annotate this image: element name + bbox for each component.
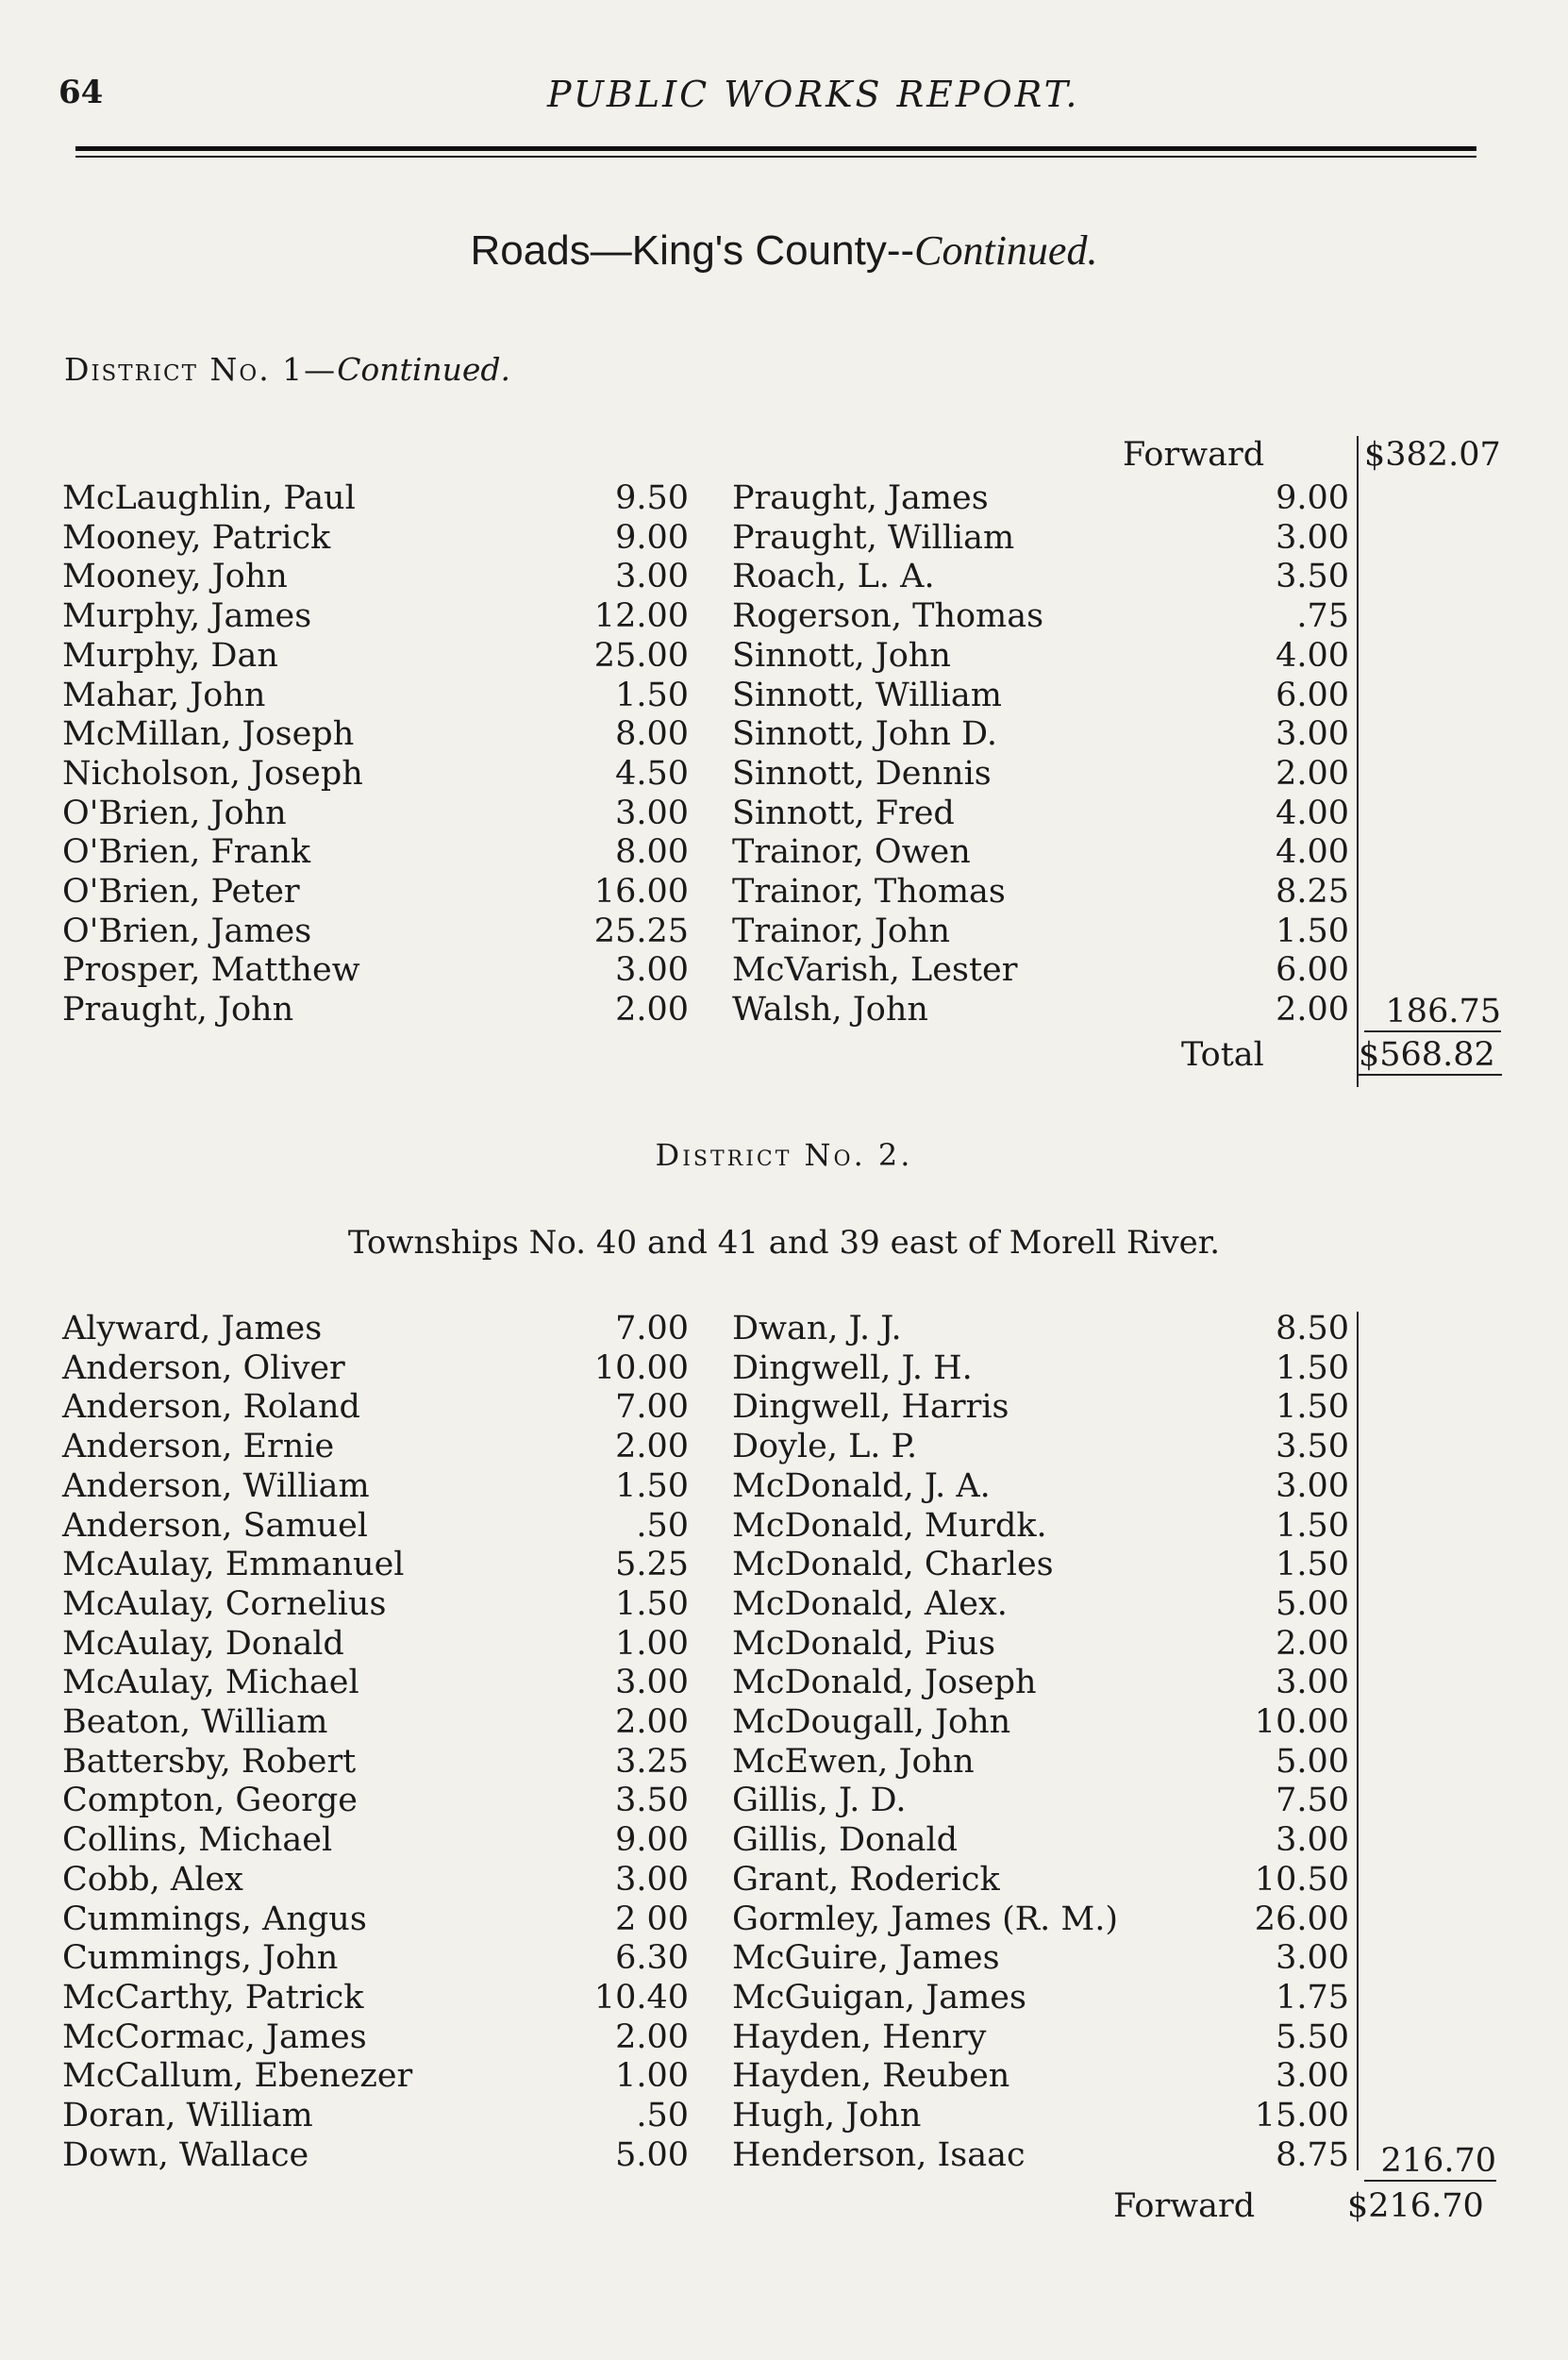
district1-left-amount: 2.00 <box>615 991 689 1029</box>
district2-left-name: Doran, William <box>62 2097 313 2134</box>
section-title <box>0 226 1568 275</box>
district1-right-amount: 4.00 <box>1276 833 1349 872</box>
district2-left-name: McCallum, Ebenezer <box>62 2057 413 2096</box>
district2-left-amount: 10.40 <box>593 1978 689 2017</box>
district2-left-amount: 7.00 <box>615 1310 689 1347</box>
district2-right-amount: 7.50 <box>1276 1782 1349 1820</box>
district1-right-amount: 3.00 <box>1276 518 1349 557</box>
district2-right-name: McEwen, John <box>732 1742 975 1781</box>
district2-right-name: McGuire, James <box>732 1939 1000 1978</box>
district-1-heading-main: District No. 1— <box>64 351 338 388</box>
district2-left-amount: 1.50 <box>615 1584 689 1623</box>
district1-left-amount: 16.00 <box>593 873 689 911</box>
district-2-subheading: Townships No. 40 and 41 and 39 east of Morell River. <box>347 1224 1221 1262</box>
district1-right-amount: 1.50 <box>1276 912 1349 950</box>
district2-left-amount: 2.00 <box>615 1703 689 1741</box>
district2-left-name: Anderson, Samuel <box>62 1506 368 1545</box>
section-title-continued: Continued. <box>914 227 1098 274</box>
district1-right-amount: 9.00 <box>1276 479 1349 517</box>
district1-left-amount: 25.25 <box>593 912 689 950</box>
district2-left-amount: 1.50 <box>615 1466 689 1505</box>
district2-left-amount: 5.00 <box>615 2135 689 2174</box>
district2-left-amount: .50 <box>636 2097 689 2134</box>
district-2-subtotal: 216.70 <box>1364 2142 1496 2182</box>
district2-left-name: McAulay, Michael <box>62 1664 359 1702</box>
district2-left-amount: 2 00 <box>615 1900 689 1938</box>
district2-left-amount: 2.00 <box>615 1428 689 1466</box>
district2-left-name: Collins, Michael <box>62 1821 333 1860</box>
district-1-forward-label: Forward <box>1123 436 1265 474</box>
district-1-subtotal: 186.75 <box>1364 993 1501 1032</box>
district2-right-amount: 3.00 <box>1276 1821 1349 1860</box>
district-1-total-amount: $568.82 <box>1359 1036 1502 1076</box>
district1-left-amount: 9.00 <box>615 518 689 557</box>
district2-right-name: Hugh, John <box>732 2097 922 2134</box>
district2-right-name: Hayden, Henry <box>732 2017 987 2056</box>
district2-left-name: Cummings, John <box>62 1939 339 1978</box>
district1-left-name: O'Brien, John <box>62 794 287 832</box>
district-1-heading <box>64 351 510 388</box>
district2-right-name: Henderson, Isaac <box>732 2135 1026 2174</box>
district2-left-name: Anderson, Ernie <box>62 1428 335 1466</box>
district1-right-name: Rogerson, Thomas <box>732 597 1044 636</box>
district2-left-name: Anderson, Roland <box>62 1388 360 1427</box>
district-2-forward-label: Forward <box>1113 2187 1256 2225</box>
district1-left-name: Prosper, Matthew <box>62 951 360 990</box>
district1-right-name: Praught, William <box>732 518 1015 557</box>
district1-right-amount: 3.50 <box>1276 558 1349 596</box>
district2-left-name: McCarthy, Patrick <box>62 1978 364 2017</box>
district2-right-amount: 2.00 <box>1276 1624 1349 1663</box>
district2-right-name: Gillis, Donald <box>732 1821 959 1860</box>
district1-right-name: Roach, L. A. <box>732 558 935 596</box>
district2-left-amount: 1.00 <box>615 1624 689 1663</box>
district-2-heading: District No. 2. <box>655 1137 913 1173</box>
district2-left-amount: .50 <box>636 1506 689 1545</box>
district2-right-amount: 5.00 <box>1276 1742 1349 1781</box>
district1-left-amount: 8.00 <box>615 833 689 872</box>
district-1-total-label: Total <box>1181 1036 1264 1074</box>
district2-right-name: McDonald, Pius <box>732 1624 996 1663</box>
district1-left-amount: 3.00 <box>615 951 689 990</box>
district2-left-amount: 2.00 <box>615 2017 689 2056</box>
district2-left-amount: 7.00 <box>615 1388 689 1427</box>
district1-right-amount: 3.00 <box>1276 715 1349 754</box>
header-rule-thick <box>75 146 1476 151</box>
district2-right-name: McDonald, J. A. <box>732 1466 991 1505</box>
district1-left-amount: 12.00 <box>593 597 689 636</box>
district2-left-amount: 10.00 <box>593 1348 689 1387</box>
district1-right-amount: 6.00 <box>1276 676 1349 714</box>
header-rule-thin <box>75 156 1476 158</box>
district2-right-amount: 3.00 <box>1276 2057 1349 2096</box>
district2-right-name: Hayden, Reuben <box>732 2057 1010 2096</box>
district1-right-name: Sinnott, Dennis <box>732 754 992 793</box>
district1-left-name: Mahar, John <box>62 676 266 714</box>
district1-right-name: Trainor, John <box>732 912 951 950</box>
district2-left-name: Compton, George <box>62 1782 358 1820</box>
district1-left-name: O'Brien, Peter <box>62 873 300 911</box>
district2-right-amount: 1.50 <box>1276 1348 1349 1387</box>
district2-right-name: McDougall, John <box>732 1703 1011 1741</box>
district1-right-amount: 4.00 <box>1276 636 1349 675</box>
district2-right-name: McDonald, Joseph <box>732 1664 1037 1702</box>
district1-right-amount: 2.00 <box>1276 991 1349 1029</box>
district1-left-name: O'Brien, Frank <box>62 833 311 872</box>
district2-left-name: Anderson, Oliver <box>62 1348 345 1387</box>
district1-left-amount: 3.00 <box>615 558 689 596</box>
district2-right-name: Grant, Roderick <box>732 1860 1000 1899</box>
district2-left-name: McAulay, Donald <box>62 1624 344 1663</box>
district1-right-name: Walsh, John <box>732 991 928 1029</box>
district1-right-name: Trainor, Owen <box>732 833 971 872</box>
district2-left-amount: 9.00 <box>615 1821 689 1860</box>
district2-right-amount: 5.00 <box>1276 1584 1349 1623</box>
district2-left-amount: 6.30 <box>615 1939 689 1978</box>
district2-left-name: McCormac, James <box>62 2017 367 2056</box>
district1-left-name: O'Brien, James <box>62 912 312 950</box>
district1-left-name: Murphy, Dan <box>62 636 278 675</box>
district2-right-name: Dwan, J. J. <box>732 1310 902 1347</box>
district1-right-amount: .75 <box>1296 597 1349 636</box>
district1-left-name: McLaughlin, Paul <box>62 479 356 517</box>
district1-right-name: Trainor, Thomas <box>732 873 1006 911</box>
district2-right-amount: 15.00 <box>1254 2097 1349 2134</box>
district2-right-name: McDonald, Alex. <box>732 1584 1008 1623</box>
district2-left-name: Beaton, William <box>62 1703 328 1741</box>
district2-right-name: Dingwell, J. H. <box>732 1348 973 1387</box>
district1-left-amount: 9.50 <box>615 479 689 517</box>
district1-left-amount: 4.50 <box>615 754 689 793</box>
district1-left-amount: 1.50 <box>615 676 689 714</box>
district1-left-name: Nicholson, Joseph <box>62 754 363 793</box>
running-title: PUBLIC WORKS REPORT. <box>547 74 1080 115</box>
district2-left-name: Alyward, James <box>62 1310 323 1347</box>
district-2-forward-amount: $216.70 <box>1347 2187 1484 2225</box>
district1-left-amount: 25.00 <box>593 636 689 675</box>
district2-right-amount: 1.75 <box>1276 1978 1349 2017</box>
district-1-forward-amount: $382.07 <box>1364 436 1501 474</box>
district2-right-name: Dingwell, Harris <box>732 1388 1009 1427</box>
district1-right-amount: 2.00 <box>1276 754 1349 793</box>
district2-left-amount: 1.00 <box>615 2057 689 2096</box>
page-number: 64 <box>58 74 104 111</box>
section-title-main: Roads—King's County-- <box>470 227 915 274</box>
district2-right-name: Doyle, L. P. <box>732 1428 918 1466</box>
district1-right-amount: 8.25 <box>1276 873 1349 911</box>
district2-right-name: McDonald, Charles <box>732 1546 1054 1584</box>
district1-right-amount: 6.00 <box>1276 951 1349 990</box>
district2-left-name: McAulay, Cornelius <box>62 1584 387 1623</box>
district-1-column-rule <box>1357 436 1359 1087</box>
district2-right-amount: 8.50 <box>1276 1310 1349 1347</box>
district2-left-name: Anderson, William <box>62 1466 370 1505</box>
district2-right-name: Gormley, James (R. M.) <box>732 1900 1118 1938</box>
district2-left-name: Down, Wallace <box>62 2135 309 2174</box>
district2-right-amount: 5.50 <box>1276 2017 1349 2056</box>
district2-right-amount: 1.50 <box>1276 1388 1349 1427</box>
district2-right-amount: 1.50 <box>1276 1506 1349 1545</box>
district1-right-name: Sinnott, John <box>732 636 951 675</box>
district1-left-name: Murphy, James <box>62 597 312 636</box>
district1-left-amount: 3.00 <box>615 794 689 832</box>
district2-right-name: McDonald, Murdk. <box>732 1506 1047 1545</box>
district1-right-name: Sinnott, William <box>732 676 1002 714</box>
district1-right-name: Praught, James <box>732 479 989 517</box>
district2-right-name: Gillis, J. D. <box>732 1782 907 1820</box>
district2-right-name: McGuigan, James <box>732 1978 1026 2017</box>
district2-right-amount: 3.00 <box>1276 1466 1349 1505</box>
district2-right-amount: 10.00 <box>1254 1703 1349 1741</box>
district2-left-name: McAulay, Emmanuel <box>62 1546 405 1584</box>
district2-right-amount: 3.00 <box>1276 1664 1349 1702</box>
district1-right-name: Sinnott, Fred <box>732 794 955 832</box>
district2-right-amount: 8.75 <box>1276 2135 1349 2174</box>
district2-left-name: Cummings, Angus <box>62 1900 367 1938</box>
district1-left-name: McMillan, Joseph <box>62 715 355 754</box>
district1-left-name: Praught, John <box>62 991 294 1029</box>
district2-left-amount: 3.25 <box>615 1742 689 1781</box>
district2-left-amount: 3.50 <box>615 1782 689 1820</box>
district2-left-name: Battersby, Robert <box>62 1742 357 1781</box>
district-1-heading-continued: Continued. <box>337 351 511 388</box>
district1-left-name: Mooney, John <box>62 558 288 596</box>
district2-right-amount: 26.00 <box>1254 1900 1349 1938</box>
district2-left-amount: 5.25 <box>615 1546 689 1584</box>
district2-left-amount: 3.00 <box>615 1664 689 1702</box>
district2-left-amount: 3.00 <box>615 1860 689 1899</box>
district2-left-name: Cobb, Alex <box>62 1860 243 1899</box>
district1-right-name: Sinnott, John D. <box>732 715 997 754</box>
district2-right-amount: 3.50 <box>1276 1428 1349 1466</box>
district2-right-amount: 3.00 <box>1276 1939 1349 1978</box>
district2-right-amount: 1.50 <box>1276 1546 1349 1584</box>
district2-right-amount: 10.50 <box>1254 1860 1349 1899</box>
district1-left-amount: 8.00 <box>615 715 689 754</box>
district1-right-name: McVarish, Lester <box>732 951 1018 990</box>
district-2-column-rule <box>1357 1312 1359 2170</box>
district1-left-name: Mooney, Patrick <box>62 518 331 557</box>
district1-right-amount: 4.00 <box>1276 794 1349 832</box>
